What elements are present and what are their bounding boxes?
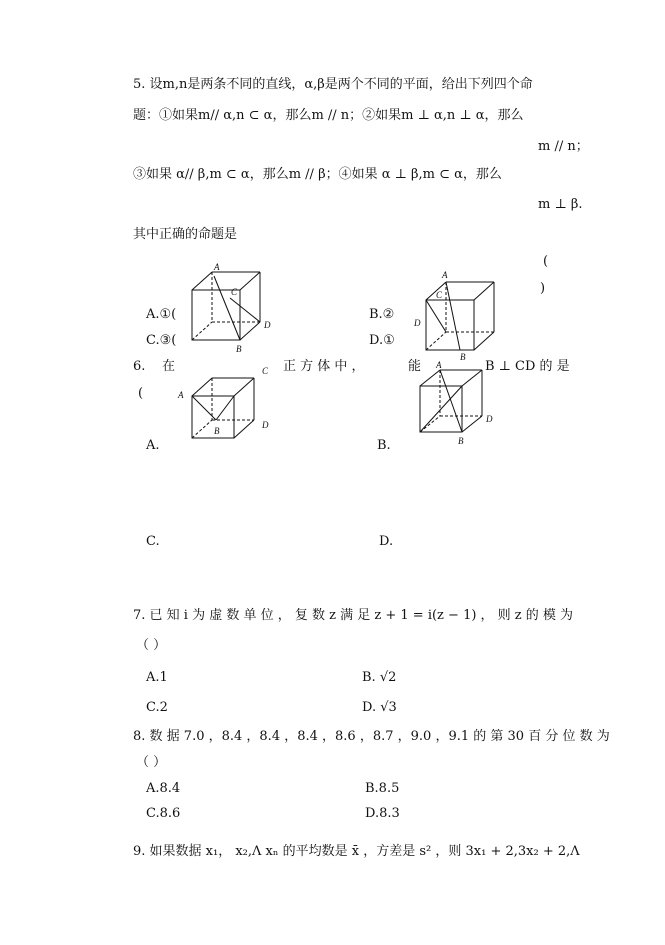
cube-figure-d <box>408 360 508 450</box>
cube-b-label-c: C <box>436 290 443 300</box>
q7-line1: 7. 已 知 i 为 虚 数 单 位 ， 复 数 z 满 足 z + 1 = i(z − 1) ， 则 z 的 模 为 <box>133 608 574 623</box>
cube-figure-b <box>408 268 508 363</box>
q6-option-c: C. <box>146 534 160 549</box>
q6-number: 6. <box>133 359 146 374</box>
q8-option-b: B.8.5 <box>365 781 400 796</box>
cube-a-label-a: A <box>214 262 220 272</box>
q5-line5: m ⊥ β. <box>538 197 583 212</box>
q6-text-part2: 正 方 体 中 ， <box>283 359 365 374</box>
q5-line1: 5. 设m,n是两条不同的直线，α,β是两个不同的平面，给出下列四个命 <box>133 77 533 92</box>
q8-paren: （ ） <box>136 755 167 770</box>
q8-option-a: A.8.4 <box>146 781 181 796</box>
cube-figure-c <box>172 362 282 442</box>
q5-line4: ③如果 α// β,m ⊂ α，那么m // β；④如果 α ⊥ β,m ⊂ α，那么 <box>133 167 502 182</box>
q7-paren: （ ） <box>136 638 167 653</box>
cube-d-label-a: A <box>436 360 442 370</box>
q5-option-d: D.① <box>369 333 395 348</box>
q6-option-d: D. <box>379 534 394 549</box>
cube-b-label-a: A <box>442 270 448 280</box>
q6-option-a: A. <box>146 438 160 453</box>
q6-option-b: B. <box>377 438 391 453</box>
q5-line3: m // n； <box>538 139 589 154</box>
q7-option-c: C.2 <box>146 700 168 715</box>
q7-option-a: A.1 <box>146 670 168 685</box>
q6-paren: ( <box>138 386 144 401</box>
cube-a-label-c: C <box>231 287 238 297</box>
q8-option-d: D.8.3 <box>365 806 400 821</box>
q6-text-part3: 能 <box>408 359 422 374</box>
cube-a-label-b: B <box>236 344 242 354</box>
q7-option-d: D. √3 <box>362 700 397 715</box>
q5-option-a: A.①( <box>146 307 177 322</box>
cube-d-label-b: B <box>458 436 464 446</box>
q9-line1: 9. 如果数据 x₁， x₂,Λ xₙ 的平均数是 x̄ ，方差是 s² ，则 3x₁ + 2,3x₂ + 2,Λ <box>133 844 580 859</box>
cube-c-label-d: D <box>262 420 269 430</box>
q6-text-part4: B ⊥ CD 的 是 <box>485 359 570 374</box>
q5-paren-open: ( <box>543 254 549 269</box>
q5-option-c: C.③( <box>146 333 177 348</box>
cube-c-label-a: A <box>178 390 184 400</box>
q5-paren-close: ) <box>540 281 546 296</box>
cube-d-label-d: D <box>486 414 493 424</box>
cube-a-label-d: D <box>264 320 271 330</box>
q5-stem: 其中正确的命题是 <box>133 227 238 242</box>
cube-b-label-b: B <box>460 352 466 362</box>
cube-figure-a <box>178 262 278 357</box>
q5-line2: 题：①如果m// α,n ⊂ α，那么m // n；②如果m ⊥ α,n ⊥ α，那么 <box>133 108 524 123</box>
q5-option-b: B.② <box>369 307 395 322</box>
q8-line1: 8. 数 据 7.0 ，8.4 ，8.4 ，8.4 ，8.6 ，8.7 ，9.0 ，9.1 的 第 30 百 分 位 数 为 <box>133 729 610 744</box>
q8-option-c: C.8.6 <box>146 806 181 821</box>
cube-b-label-d: D <box>414 318 421 328</box>
q7-option-b: B. √2 <box>362 670 397 685</box>
cube-c-label-b: B <box>214 426 220 436</box>
q6-text-part1: 在 <box>162 359 176 374</box>
cube-c-label-c: C <box>262 366 269 376</box>
